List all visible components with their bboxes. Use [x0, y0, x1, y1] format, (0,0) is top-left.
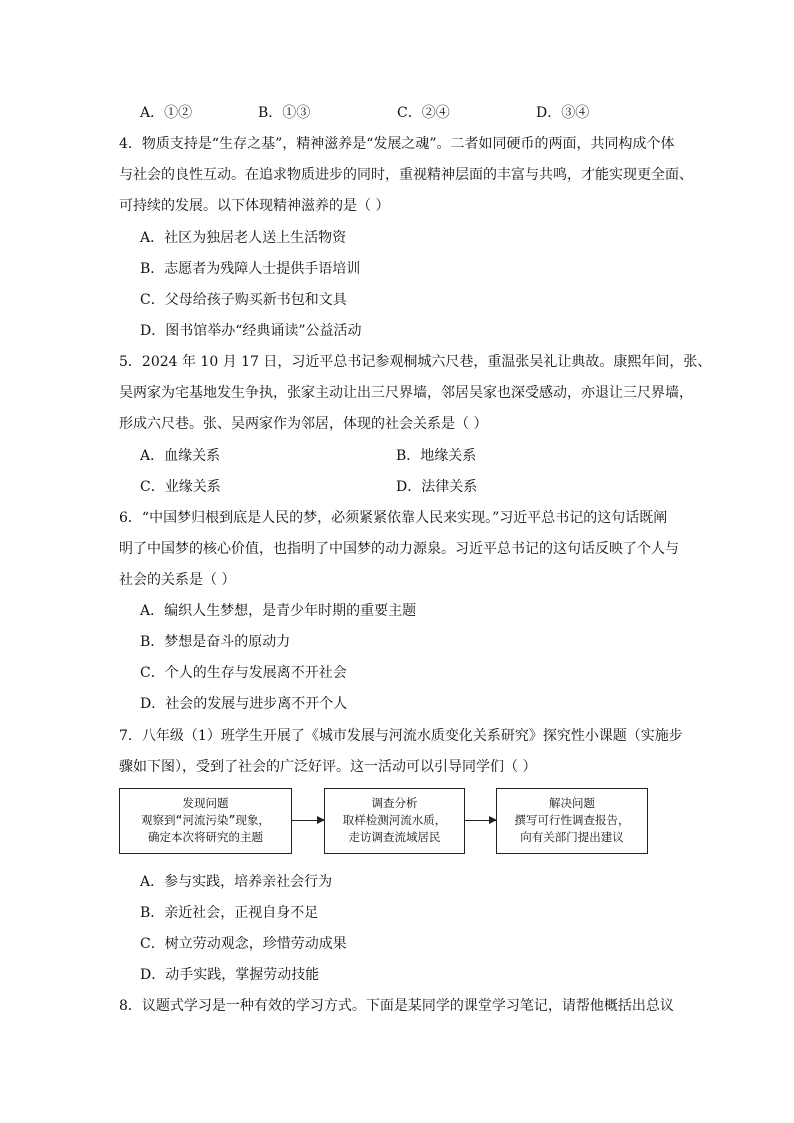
flow-step-text: 取样检测河流水质，	[342, 813, 447, 827]
q7-option-b: B．亲近社会，正视自身不足	[140, 905, 319, 921]
flow-step-discover	[119, 788, 292, 854]
q5-option-d: D．法律关系	[396, 479, 478, 495]
q7-stem-line-1: 7．八年级（1）班学生开展了《城市发展与河流水质变化关系研究》探究性小课题（实施步	[119, 728, 683, 744]
q3-option-d: D．③④	[536, 105, 590, 121]
q4-stem-line-2: 与社会的良性互动。在追求物质进步的同时，重视精神层面的丰富与共鸣，才能实现更全面、	[119, 167, 693, 183]
flow-step-investigate	[324, 788, 465, 854]
q3-option-b: B．①③	[258, 105, 311, 121]
q7-option-c: C．树立劳动观念，珍惜劳动成果	[140, 936, 347, 952]
flow-step-text: 走访调查流域居民	[348, 830, 441, 844]
q5-option-c: C．业缘关系	[140, 479, 221, 495]
q4-stem-line-1: 4．物质支持是“生存之基”，精神滋养是“发展之魂”。二者如同硬币的两面，共同构成个体	[119, 136, 675, 152]
q5-option-b: B．地缘关系	[396, 448, 477, 464]
flow-step-text: 向有关部门提出建议	[520, 830, 624, 844]
flow-step-solve	[496, 788, 648, 854]
flow-arrow	[292, 820, 324, 821]
q4-option-b: B．志愿者为残障人士提供手语培训	[140, 261, 361, 277]
flow-arrow	[465, 820, 496, 821]
flow-step-title: 解决问题	[549, 796, 595, 810]
q6-option-a: A．编织人生梦想，是青少年时期的重要主题	[140, 603, 417, 619]
q5-stem-line-2: 吴两家为宅基地发生争执，张家主动让出三尺界墙，邻居吴家也深受感动，亦退让三尺界墙，	[119, 385, 693, 401]
flow-step-text: 确定本次将研究的主题	[148, 830, 263, 844]
q5-stem-line-3: 形成六尺巷。张、吴两家作为邻居，体现的社会关系是（ ）	[119, 416, 488, 432]
flow-step-title: 调查分析	[371, 796, 418, 810]
q4-stem-line-3: 可持续的发展。以下体现精神滋养的是（ ）	[119, 198, 390, 214]
flow-step-title: 发现问题	[182, 796, 229, 810]
q3-option-c: C．②④	[397, 105, 450, 121]
q7-option-d: D．动手实践，掌握劳动技能	[140, 967, 320, 983]
q4-option-c: C．父母给孩子购买新书包和文具	[140, 292, 347, 308]
q5-option-a: A．血缘关系	[140, 448, 221, 464]
q7-flow-diagram	[119, 788, 659, 860]
q6-option-b: B．梦想是奋斗的原动力	[140, 634, 291, 650]
q7-option-a: A．参与实践，培养亲社会行为	[140, 874, 333, 890]
q4-option-a: A．社区为独居老人送上生活物资	[140, 230, 347, 246]
q6-stem-line-1: 6．“中国梦归根到底是人民的梦，必须紧紧依靠人民来实现。”习近平总书记的这句话既阐	[119, 510, 668, 526]
q6-stem-line-3: 社会的关系是（ ）	[119, 572, 236, 588]
q3-option-a: A．①②	[140, 105, 193, 121]
q6-option-d: D．社会的发展与进步离不开个人	[140, 696, 348, 712]
q5-stem-line-1: 5．2024 年 10 月 17 日，习近平总书记参观桐城六尺巷，重温张吴礼让典故。康熙年间，张、	[119, 354, 712, 370]
q7-stem-line-2: 骤如下图），受到了社会的广泛好评。这一活动可以引导同学们（ ）	[119, 759, 537, 775]
q4-option-d: D．图书馆举办“经典诵读”公益活动	[140, 323, 362, 339]
flow-step-text: 撰写可行性调查报告，	[514, 813, 630, 827]
q6-option-c: C．个人的生存与发展离不开社会	[140, 665, 347, 681]
flow-step-text: 观察到“河流污染”现象，	[141, 813, 270, 827]
q6-stem-line-2: 明了中国梦的核心价值，也指明了中国梦的动力源泉。习近平总书记的这句话反映了个人与	[119, 541, 679, 557]
q8-stem-line-1: 8．议题式学习是一种有效的学习方式。下面是某同学的课堂学习笔记，请帮他概括出总议	[119, 998, 674, 1014]
